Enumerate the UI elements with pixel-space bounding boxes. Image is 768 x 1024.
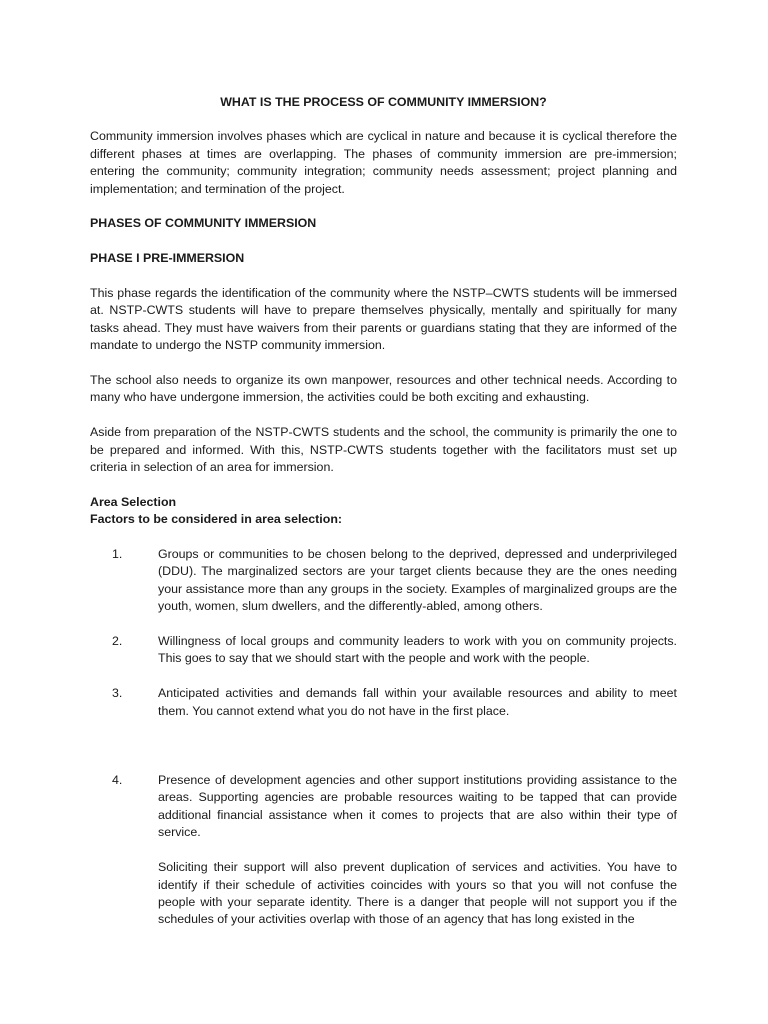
factor-text: Anticipated activities and demands fall within your available resources and ability to meet them. You cannot extend what you do not have in the first place. [158,686,677,718]
phase1-heading: PHASE I PRE-IMMERSION [90,251,245,266]
factors-heading: Factors to be considered in area selection: [90,512,343,527]
document-title: WHAT IS THE PROCESS OF COMMUNITY IMMERSION? [220,95,547,109]
factor-item-2 [90,633,677,668]
factor4-continuation-paragraph: Soliciting their support will also prevent duplication of services and activities. You have to identify if their schedule of activities coincides with yours so that you will not confuse the people with your separate identity. There is a danger that people will not support you if the schedules of your activities overlap with those of an agency that has long existed in the [158,860,677,927]
intro-paragraph: Community immersion involves phases which are cyclical in nature and because it is cyclical therefore the different phases at times are overlapping. The phases of community immersion are pre-immersion; entering the community; community integration; community needs assessment; project planning and implementation; and termination of the project. [90,129,677,196]
factor-text: Willingness of local groups and community leaders to work with you on community projects. This goes to say that we should start with the people and work with the people. [158,634,677,666]
factor-item-1 [90,546,677,616]
document-body [90,94,677,929]
phase1-paragraph-2: The school also needs to organize its own manpower, resources and other technical needs. According to many who have undergone immersion, the activities could be both exciting and exhausting. [90,373,677,405]
factor-number: 1. [112,547,123,562]
factor-number: 3. [112,686,123,701]
factor-number: 4. [112,773,123,788]
factor-text: Groups or communities to be chosen belong to the deprived, depressed and underprivileged (DDU). The marginalized sectors are your target clients because they are the ones needing your assistance more than any groups in the society. Examples of marginalized groups are the youth, women, slum dwellers, and the differently-abled, among others. [158,547,677,614]
area-selection-heading: Area Selection [90,494,177,509]
factor-item-4 [90,772,677,842]
phases-heading: PHASES OF COMMUNITY IMMERSION [90,216,317,231]
phase1-paragraph-1: This phase regards the identification of the community where the NSTP–CWTS students will be immersed at. NSTP-CWTS students will have to prepare themselves physically, mentally and spiritually for many tasks ahead. They must have waivers from their parents or guardians stating that they are informed of the mandate to undergo the NSTP community immersion. [90,286,677,353]
factors-list [90,546,677,842]
factor-number: 2. [112,634,123,649]
factor-item-3 [90,685,677,720]
factor-text: Presence of development agencies and other support institutions providing assistance to the areas. Supporting agencies are probable resources waiting to be tapped that can provide additional financial assistance when it comes to projects that are also within their type of service. [158,773,677,840]
phase1-paragraph-3: Aside from preparation of the NSTP-CWTS students and the school, the community is primarily the one to be prepared and informed. With this, NSTP-CWTS students together with the facilitators must set up criteria in selection of an area for immersion. [90,425,677,475]
